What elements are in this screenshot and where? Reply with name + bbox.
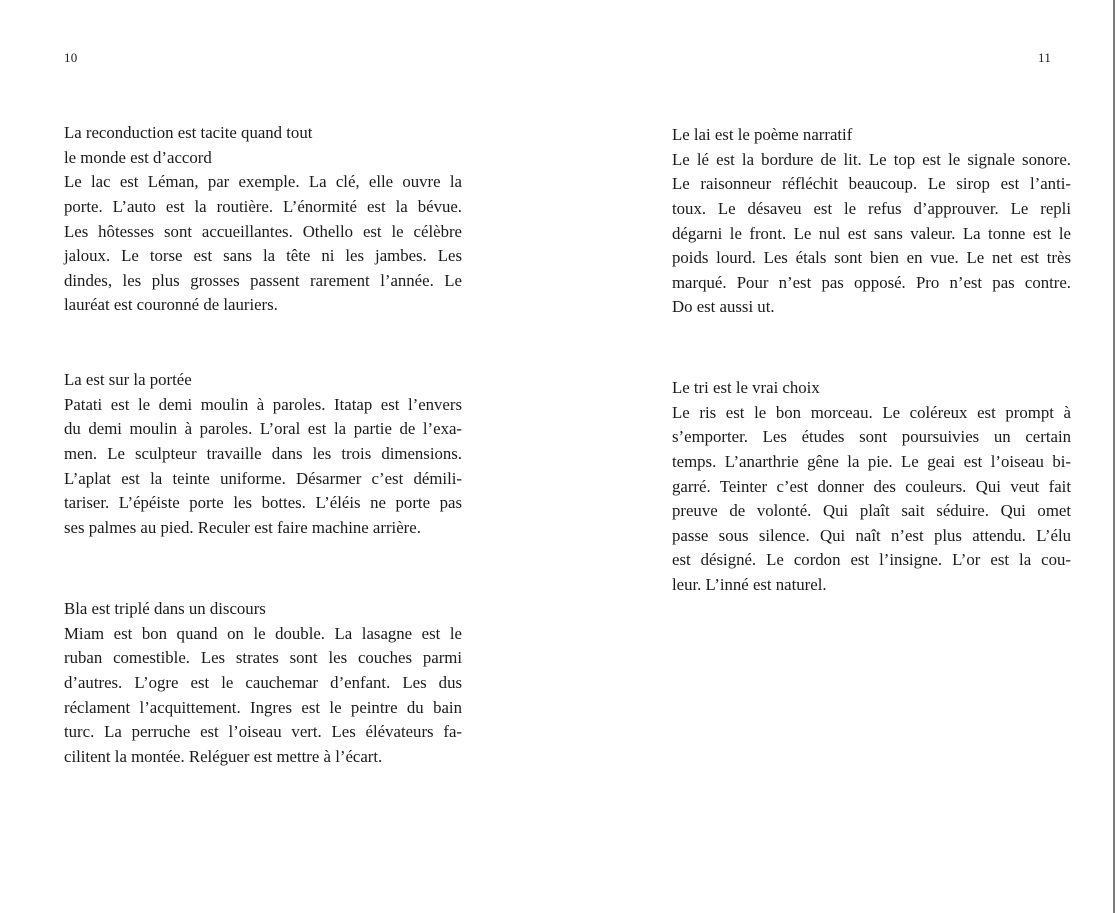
text-block	[672, 376, 1071, 598]
body-line: ses palmes au pied. Reculer est faire machine arrière.	[64, 517, 421, 537]
body-line: dindes, les plus grosses passent rarement l’année. Le	[64, 270, 462, 290]
page-edge-line	[1113, 0, 1115, 913]
body-line: jaloux. Le torse est sans la tête ni les jambes. Les	[64, 246, 462, 266]
body-line: leur. L’inné est naturel.	[672, 575, 827, 595]
page-number: 11	[1038, 50, 1052, 65]
body-line: s’emporter. Les études sont poursuivies un certain	[672, 427, 1071, 447]
page-left	[0, 0, 558, 913]
body-line: temps. L’anarthrie gêne la pie. Le geai est l’oiseau bi-	[672, 451, 1071, 471]
page-number: 10	[64, 50, 78, 65]
body-line: d’autres. L’ogre est le cauchemar d’enfant. Les dus	[64, 672, 462, 692]
body-line: du demi moulin à paroles. L’oral est la partie de l’exa-	[64, 419, 462, 439]
body-line: poids lourd. Les étals sont bien en vue. Le net est très	[672, 248, 1071, 268]
body-line: tariser. L’épéiste porte les bottes. L’éléis ne porte pas	[64, 493, 462, 513]
body-line: Le raisonneur réfléchit beaucoup. Le sirop est l’anti-	[672, 174, 1071, 194]
block-heading-line: Le lai est le poème narratif	[672, 125, 853, 144]
body-line: Le lé est la bordure de lit. Le top est le signale sonore.	[672, 149, 1071, 169]
text-block	[672, 123, 1071, 320]
body-line: Le lac est Léman, par exemple. La clé, elle ouvre la	[64, 172, 462, 192]
page-right	[558, 0, 1117, 913]
block-heading-line: le monde est d’accord	[64, 147, 212, 167]
body-line: Miam est bon quand on le double. La lasagne est le	[64, 623, 462, 643]
block-heading-line: Bla est triplé dans un discours	[64, 599, 266, 618]
block-heading-line: La reconduction est tacite quand tout	[64, 123, 313, 142]
body-line: preuve de volonté. Qui plaît sait séduire. Qui omet	[672, 501, 1071, 521]
block-heading-line: La est sur la portée	[64, 370, 192, 389]
body-line: ruban comestible. Les strates sont les couches parmi	[64, 648, 462, 668]
body-line: Le ris est le bon morceau. Le coléreux est prompt à	[672, 402, 1071, 422]
body-line: Patati est le demi moulin à paroles. Itatap est l’envers	[64, 394, 462, 414]
body-line: men. Le sculpteur travaille dans les trois dimensions.	[64, 443, 462, 463]
text-block	[64, 121, 462, 318]
body-line: turc. La perruche est l’oiseau vert. Les élévateurs fa-	[64, 722, 462, 742]
body-line: réclament l’acquittement. Ingres est le peintre du bain	[64, 697, 462, 717]
body-line: cilitent la montée. Reléguer est mettre à l’écart.	[64, 746, 383, 766]
text-block	[64, 368, 462, 540]
text-block	[64, 597, 462, 769]
body-line: lauréat est couronné de lauriers.	[64, 295, 278, 315]
body-line: Les hôtesses sont accueillantes. Othello est le célèbre	[64, 221, 462, 241]
body-line: marqué. Pour n’est pas opposé. Pro n’est pas contre.	[672, 272, 1071, 292]
body-line: est désigné. Le cordon est l’insigne. L’or est la cou-	[672, 550, 1071, 570]
block-heading-line: Le tri est le vrai choix	[672, 378, 820, 397]
body-line: porte. L’auto est la routière. L’énormité est la bévue.	[64, 196, 462, 216]
body-line: passe sous silence. Qui naît n’est plus attendu. L’élu	[672, 525, 1071, 545]
body-line: L’aplat est la teinte uniforme. Désarmer c’est démili-	[64, 468, 462, 488]
body-line: Do est aussi ut.	[672, 297, 775, 317]
body-line: garré. Teinter c’est donner des couleurs. Qui veut fait	[672, 476, 1071, 496]
body-line: toux. Le désaveu est le refus d’approuver. Le repli	[672, 198, 1071, 218]
body-line: dégarni le front. Le nul est sans valeur. La tonne est le	[672, 223, 1071, 243]
